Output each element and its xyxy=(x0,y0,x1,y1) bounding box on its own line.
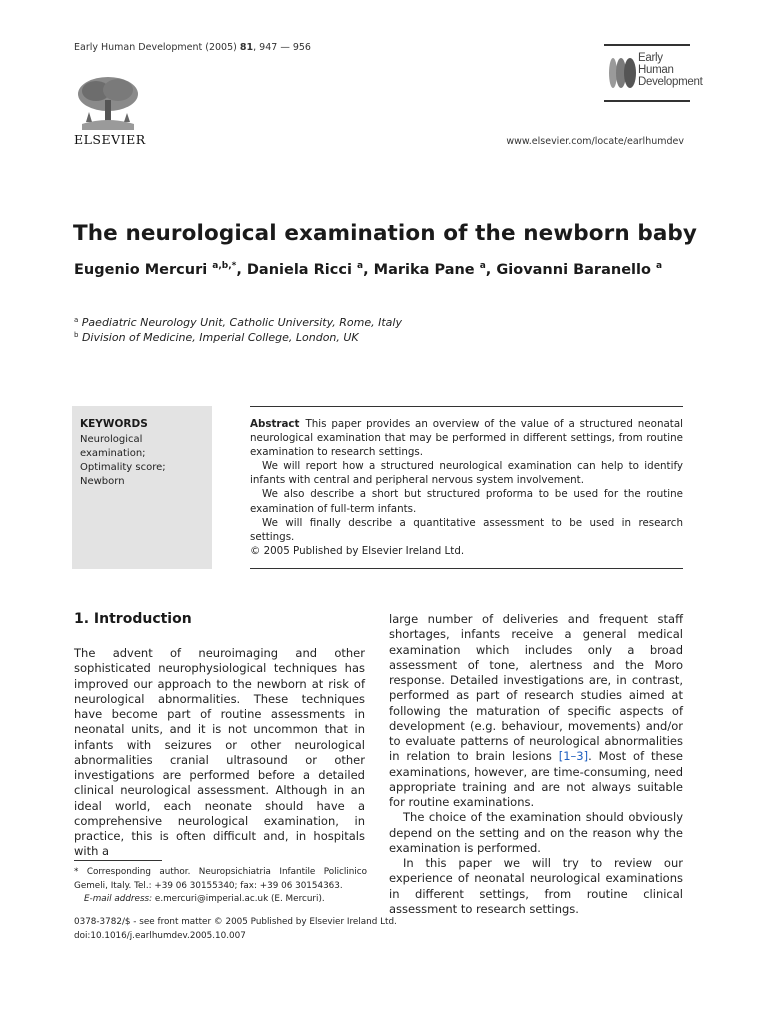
keyword-item: Optimality score; xyxy=(80,462,166,473)
body-paragraph: The choice of the examination should obviously depend on the setting and on the reason why the examination is performed. xyxy=(389,810,683,855)
body-paragraph: In this paper we will try to review our experience of neonatal neurological examinations in different settings, from routine clinical assessment to research settings. xyxy=(389,856,683,916)
abstract-label: Abstract xyxy=(250,418,300,430)
author-separator: , xyxy=(363,262,374,278)
keywords-list xyxy=(80,433,166,489)
author-name: Marika Pane xyxy=(373,262,475,278)
journal-logo xyxy=(604,44,703,102)
author-affiliation-mark: a xyxy=(656,261,663,271)
body-column-right xyxy=(389,612,683,917)
abstract xyxy=(250,417,683,558)
author-affiliation-mark: a xyxy=(357,261,364,271)
publisher-name: ELSEVIER xyxy=(74,132,146,147)
keyword-item: Newborn xyxy=(80,476,125,487)
author-list xyxy=(74,261,662,278)
affiliation xyxy=(74,316,402,329)
body-paragraph xyxy=(389,612,683,810)
author-name: Giovanni Baranello xyxy=(496,262,651,278)
author-affiliation-mark: a,b,* xyxy=(212,261,237,271)
email-line xyxy=(74,893,367,907)
affiliation-mark: b xyxy=(74,331,79,339)
affiliation-text: Paediatric Neurology Unit, Catholic University, Rome, Italy xyxy=(81,316,402,329)
author-separator: , xyxy=(236,262,247,278)
paper-title: The neurological examination of the newborn baby xyxy=(73,221,698,246)
abstract-paragraph xyxy=(250,417,683,459)
affiliation xyxy=(74,331,359,344)
body-paragraph: The advent of neuroimaging and other sophisticated neurophysiological techniques has improved our approach to the newborn at risk of neurological abnormalities. These techniques have become part of routine assessments in neonatal units, and it is not uncommon that in infants with seizures or other neurological abnormalities cranial ultrasound or other investigations are performed before a detailed clinical neurological assessment. Although in an ideal world, each neonate should have a comprehensive neurological examination, in practice, this is often difficult and, in hospitals with a xyxy=(74,646,365,859)
journal-volume: 81 xyxy=(239,42,254,53)
journal-name: Early Human Development (2005) xyxy=(74,42,237,53)
abstract-text: This paper provides an overview of the value of a structured neonatal neurological examination that may be performed in different settings, from routine examination to research settings. xyxy=(250,418,683,459)
affiliation-mark: a xyxy=(74,316,79,324)
journal-logo-text: Early Human Development xyxy=(638,52,703,88)
footnote-rule xyxy=(74,860,162,861)
email-label: E-mail address: xyxy=(84,894,153,904)
footnote xyxy=(74,866,367,907)
body-text: . Most of these examinations, however, are time-consuming, need appropriate training and are not always suitable for routine examinations. xyxy=(389,749,683,809)
abstract-copyright: © 2005 Published by Elsevier Ireland Ltd. xyxy=(250,544,465,557)
keywords-heading: KEYWORDS xyxy=(80,418,148,430)
front-matter-line: 0378-3782/$ - see front matter © 2005 Published by Elsevier Ireland Ltd. xyxy=(74,917,397,927)
author-separator: , xyxy=(485,262,497,278)
corresponding-author-note: * Corresponding author. Neuropsichiatria Infantile Policlinico Gemeli, Italy. Tel.: +39 06 30155340; fax: +39 06 30154363. xyxy=(74,867,367,891)
abstract-paragraph: We will report how a structured neurological examination can help to identify infants with central and peripheral nervous system involvement. xyxy=(250,460,683,487)
journal-url[interactable]: www.elsevier.com/locate/earlhumdev xyxy=(506,136,684,147)
journal-citation xyxy=(74,42,311,53)
author-name: Eugenio Mercuri xyxy=(74,262,208,278)
journal-logo-graphic xyxy=(608,56,636,90)
keyword-item: Neurological xyxy=(80,434,143,445)
elsevier-tree-logo xyxy=(72,74,144,132)
doi-line[interactable]: doi:10.1016/j.earlhumdev.2005.10.007 xyxy=(74,931,246,941)
section-heading: 1. Introduction xyxy=(74,611,192,627)
author-affiliation-mark: a xyxy=(479,261,486,271)
email-address[interactable]: e.mercuri@imperial.ac.uk (E. Mercuri). xyxy=(154,894,325,904)
keywords-box xyxy=(72,406,212,569)
author-name: Daniela Ricci xyxy=(246,262,352,278)
citation-link[interactable]: [1–3] xyxy=(558,749,589,764)
abstract-paragraph: We will finally describe a quantitative assessment to be used in research settings. xyxy=(250,516,683,543)
affiliation-text: Division of Medicine, Imperial College, London, UK xyxy=(81,331,359,344)
abstract-top-rule xyxy=(250,406,683,407)
abstract-paragraph: We also describe a short but structured proforma to be used for the routine examination of full-term infants. xyxy=(250,488,683,515)
keyword-item: examination; xyxy=(80,448,146,459)
body-text: large number of deliveries and frequent staff shortages, infants receive a general medical examination which includes only a broad assessment of tone, alertness and the Moro response. Detailed investigations are, in contrast, performed as part of research studies aimed at following the maturation of specific aspects of development (e.g. behaviour, movements) and/or to evaluate patterns of neurological abnormalities in relation to brain lesions xyxy=(389,612,683,764)
body-column-left xyxy=(74,646,365,860)
abstract-bottom-rule xyxy=(250,568,683,569)
journal-pages: , 947 — 956 xyxy=(253,42,311,53)
